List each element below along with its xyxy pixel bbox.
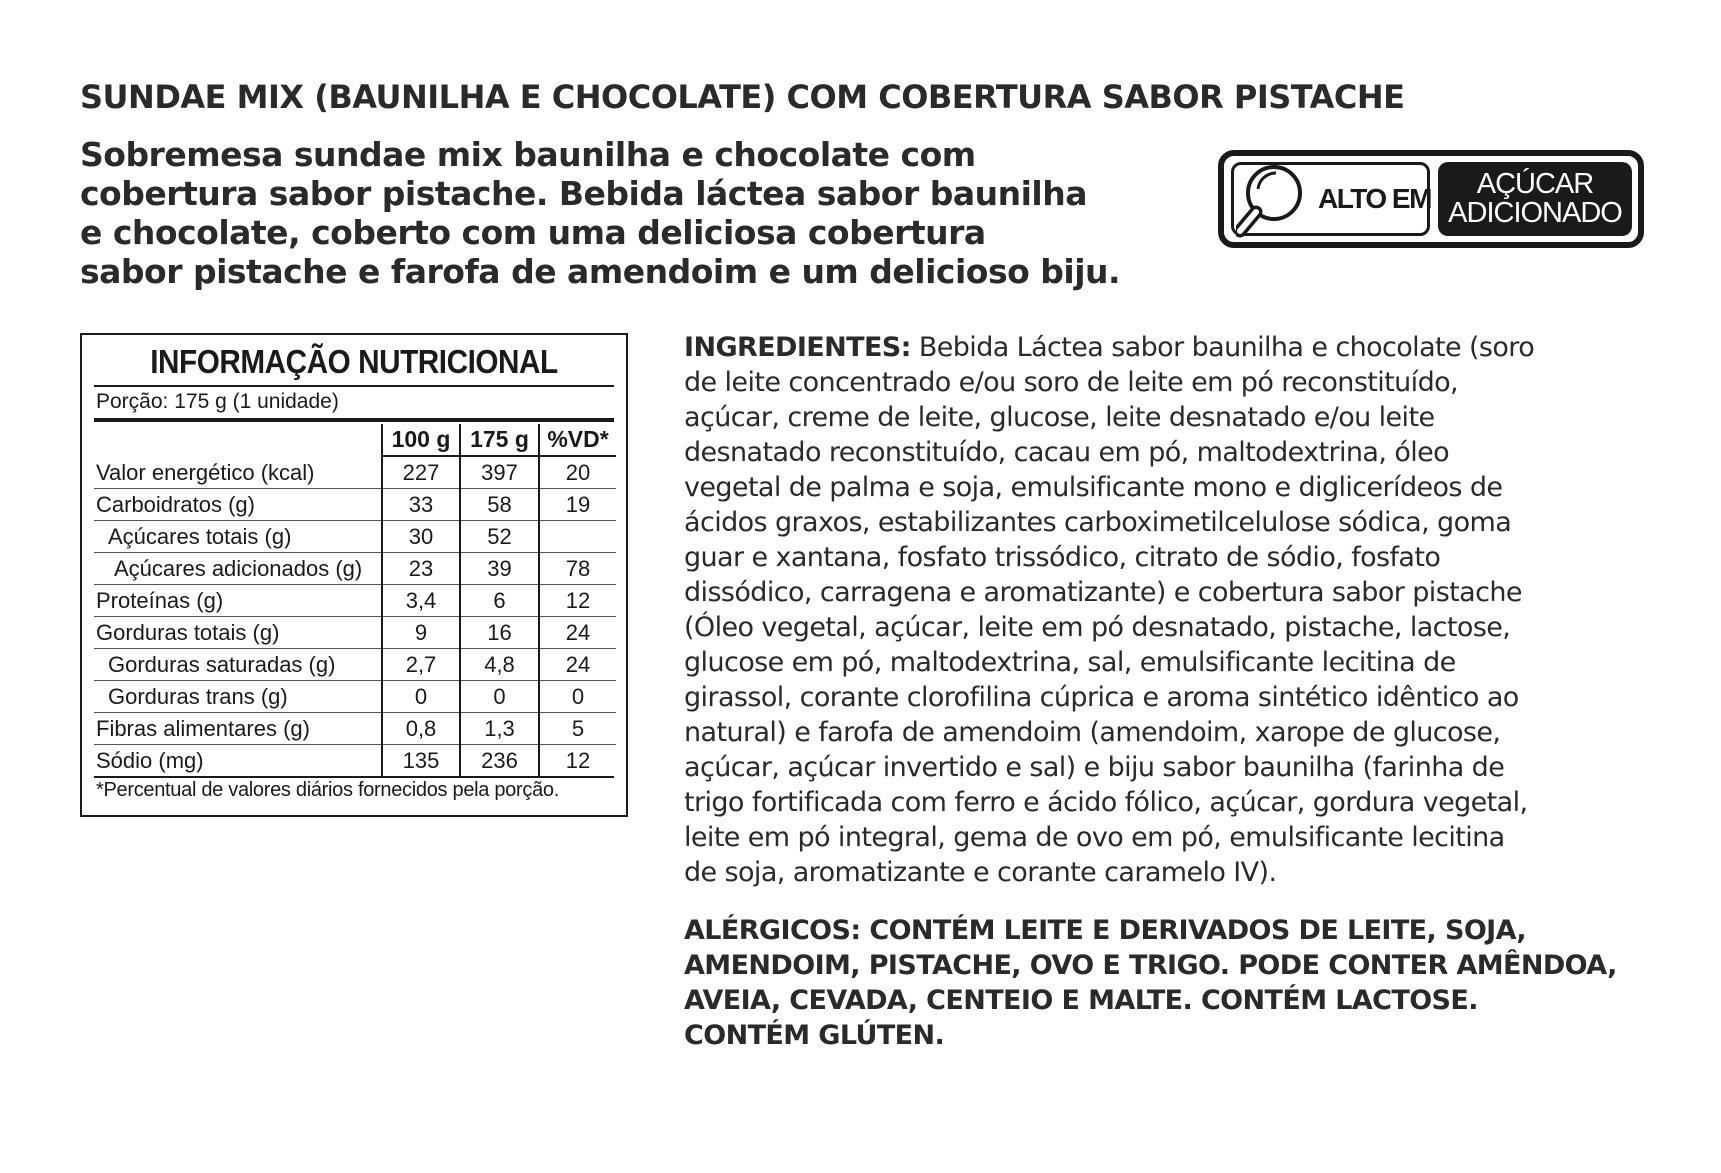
value-175g: 16 — [460, 617, 539, 649]
badge-alto-em: ALTO EM — [1318, 183, 1431, 214]
value-vd — [539, 521, 616, 553]
nutrient-label: Gorduras saturadas (g) — [94, 649, 382, 681]
value-vd: 20 — [539, 456, 616, 489]
allergens-text — [684, 913, 1684, 1053]
product-description — [80, 135, 1210, 291]
value-100g: 135 — [382, 745, 460, 777]
high-added-sugar-badge — [1218, 150, 1644, 248]
ingredients-line: natural) e farofa de amendoim (amendoim, xarope de glucose, — [684, 717, 1501, 748]
nutrient-label: Valor energético (kcal) — [94, 456, 382, 489]
ingredients-first-line: Bebida Láctea sabor baunilha e chocolate (soro — [910, 332, 1535, 363]
ingredients-line — [684, 330, 1684, 365]
nutrition-title: INFORMAÇÃO NUTRICIONAL — [150, 343, 558, 380]
description-line: e chocolate, coberto com uma deliciosa cobertura — [80, 213, 986, 252]
ingredients-line: desnatado reconstituído, cacau em pó, maltodextrina, óleo — [684, 437, 1450, 468]
divider — [94, 385, 614, 387]
value-100g: 30 — [382, 521, 460, 553]
ingredients-text — [684, 330, 1684, 890]
allergens-line: AVEIA, CEVADA, CENTEIO E MALTE. CONTÉM LACTOSE. — [684, 985, 1478, 1016]
badge-adicionado: ADICIONADO — [1448, 197, 1622, 229]
ingredients-line: açúcar, açúcar invertido e sal) e biju sabor baunilha (farinha de — [684, 752, 1505, 783]
table-row — [94, 681, 616, 713]
value-175g: 39 — [460, 553, 539, 585]
nutrient-label: Gorduras trans (g) — [94, 681, 382, 713]
table-row — [94, 649, 616, 681]
nutrient-label: Carboidratos (g) — [94, 489, 382, 521]
nutrient-label: Gorduras totais (g) — [94, 617, 382, 649]
nutrient-label: Fibras alimentares (g) — [94, 713, 382, 745]
value-vd: 12 — [539, 585, 616, 617]
header-empty — [94, 424, 382, 456]
value-100g: 0 — [382, 681, 460, 713]
value-100g: 3,4 — [382, 585, 460, 617]
value-175g: 52 — [460, 521, 539, 553]
nutrient-label: Sódio (mg) — [96, 748, 204, 773]
value-175g: 58 — [460, 489, 539, 521]
allergens-line: ALÉRGICOS: CONTÉM LEITE E DERIVADOS DE LEITE, SOJA, — [684, 915, 1527, 946]
value-vd: 24 — [539, 617, 616, 649]
ingredients-line: girassol, corante clorofilina cúprica e aroma sintético idêntico ao — [684, 682, 1519, 713]
magnifier-icon — [1236, 159, 1322, 249]
value-vd: 78 — [539, 553, 616, 585]
nutrition-footnote: *Percentual de valores diários fornecidos pela porção. — [96, 779, 559, 801]
table-header-row — [94, 424, 616, 456]
ingredients-line: de soja, aromatizante e corante caramelo IV). — [684, 857, 1277, 888]
table-row — [94, 456, 616, 489]
ingredients-line: leite em pó integral, gema de ovo em pó, emulsificante lecitina — [684, 822, 1505, 853]
ingredients-line: vegetal de palma e soja, emulsificante mono e diglicerídeos de — [684, 472, 1503, 503]
value-175g: 6 — [460, 585, 539, 617]
table-row — [94, 489, 616, 521]
ingredients-line: (Óleo vegetal, açúcar, leite em pó desnatado, pistache, lactose, — [684, 612, 1511, 643]
value-100g: 9 — [382, 617, 460, 649]
value-175g: 4,8 — [460, 649, 539, 681]
header-100g: 100 g — [382, 424, 460, 456]
nutrient-label: Açúcares totais (g) — [94, 521, 382, 553]
ingredients-line: trigo fortificada com ferro e ácido fólico, açúcar, gordura vegetal, — [684, 787, 1528, 818]
table-row — [94, 585, 616, 617]
ingredients-line: glucose em pó, maltodextrina, sal, emulsificante lecitina de — [684, 647, 1456, 678]
ingredients-line: dissódico, carragena e aromatizante) e cobertura sabor pistache — [684, 577, 1522, 608]
value-100g: 23 — [382, 553, 460, 585]
nutrition-grid — [94, 424, 616, 776]
ingredients-label: INGREDIENTES: — [684, 332, 911, 363]
badge-right-panel — [1438, 162, 1632, 236]
allergens-line: AMENDOIM, PISTACHE, OVO E TRIGO. PODE CONTER AMÊNDOA, — [684, 950, 1617, 981]
portion-size: Porção: 175 g (1 unidade) — [96, 390, 339, 413]
table-row — [94, 553, 616, 585]
description-line: cobertura sabor pistache. Bebida láctea sabor baunilha — [80, 174, 1087, 213]
divider — [94, 418, 614, 422]
value-vd: 0 — [539, 681, 616, 713]
value-100g: 227 — [382, 456, 460, 489]
value-vd: 24 — [539, 649, 616, 681]
allergens-line: CONTÉM GLÚTEN. — [684, 1020, 945, 1051]
description-line: Sobremesa sundae mix baunilha e chocolate com — [80, 135, 976, 174]
header-vd: %VD* — [539, 424, 616, 456]
value-vd: 12 — [539, 745, 616, 777]
ingredients-line: de leite concentrado e/ou soro de leite em pó reconstituído, — [684, 367, 1459, 398]
badge-acucar: AÇÚCAR — [1476, 168, 1594, 200]
value-100g: 33 — [382, 489, 460, 521]
product-title: SUNDAE MIX (BAUNILHA E CHOCOLATE) COM COBERTURA SABOR PISTACHE — [80, 78, 1405, 116]
nutrition-facts-table — [80, 333, 628, 817]
table-row — [94, 521, 616, 553]
value-175g: 236 — [460, 745, 539, 777]
value-vd: 19 — [539, 489, 616, 521]
value-175g: 1,3 — [460, 713, 539, 745]
header-175g: 175 g — [460, 424, 539, 456]
table-row — [94, 617, 616, 649]
table-row — [94, 745, 616, 777]
table-row — [94, 713, 616, 745]
ingredients-line: açúcar, creme de leite, glucose, leite desnatado e/ou leite — [684, 402, 1435, 433]
description-line: sabor pistache e farofa de amendoim e um delicioso biju. — [80, 252, 1121, 291]
ingredients-line: ácidos graxos, estabilizantes carboximetilcelulose sódica, goma — [684, 507, 1512, 538]
divider — [94, 776, 614, 778]
value-175g: 0 — [460, 681, 539, 713]
value-100g: 0,8 — [382, 713, 460, 745]
nutrient-label: Proteínas (g) — [94, 585, 382, 617]
ingredients-line: guar e xantana, fosfato trissódico, citrato de sódio, fosfato — [684, 542, 1441, 573]
badge-left-panel — [1231, 162, 1430, 236]
nutrient-label: Açúcares adicionados (g) — [94, 553, 382, 585]
value-100g: 2,7 — [382, 649, 460, 681]
value-vd: 5 — [539, 713, 616, 745]
value-175g: 397 — [460, 456, 539, 489]
